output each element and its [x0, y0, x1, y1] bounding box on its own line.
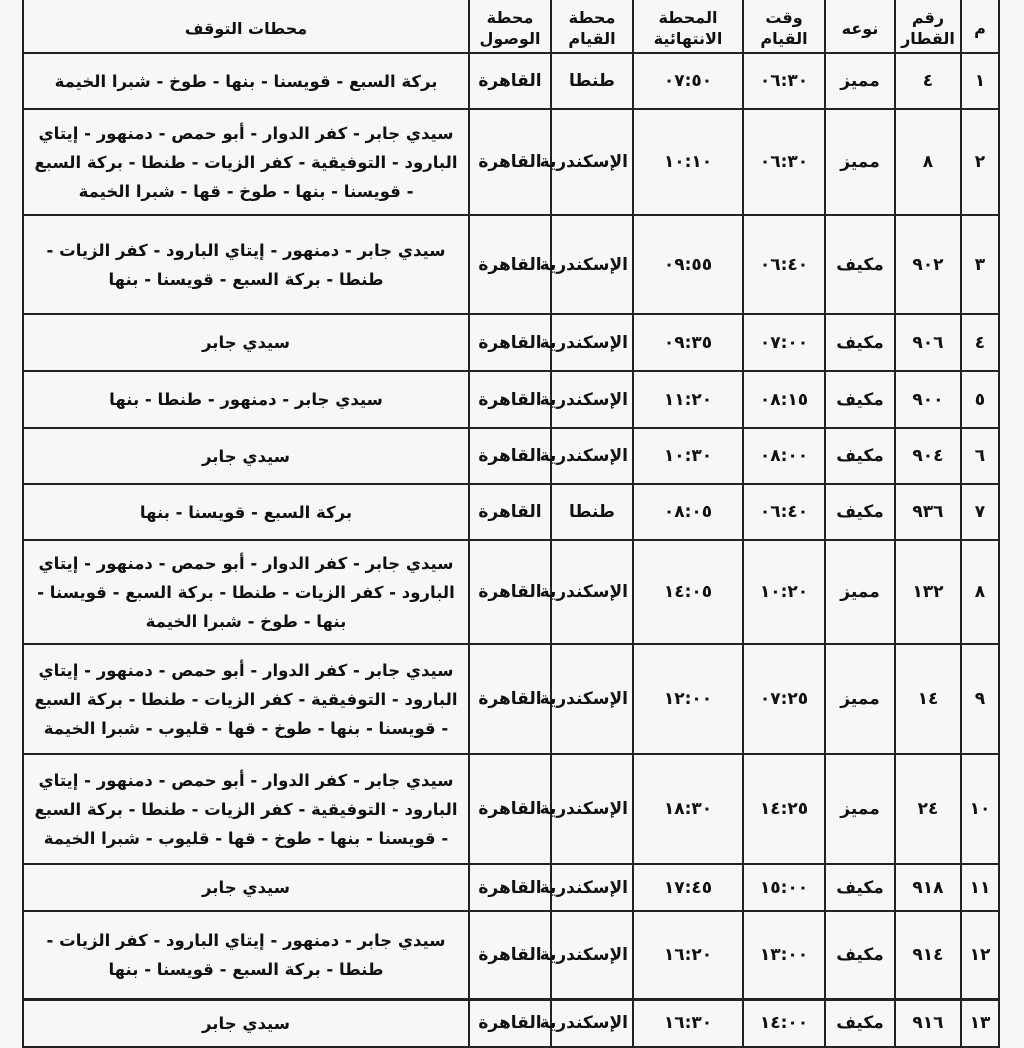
header-stops [23, 0, 469, 53]
header-terminal [633, 0, 743, 53]
departure-station: الإسكندرية [551, 864, 633, 911]
table-row [23, 484, 999, 540]
train-type: مميز [825, 644, 895, 754]
departure-station: الإسكندرية [551, 314, 633, 371]
header-departure-time-top: وقت [765, 8, 803, 27]
table-row [23, 215, 999, 314]
train-type: مكيف [825, 864, 895, 911]
header-row [23, 0, 999, 53]
stops-list: سيدي جابر [23, 314, 469, 371]
table-row [23, 540, 999, 644]
stops-list: سيدي جابر [23, 999, 469, 1047]
header-departure-time-bottom: القيام [760, 29, 808, 48]
departure-time: ١٠:٢٠ [743, 540, 825, 644]
table-row [23, 754, 999, 864]
arrival-station: القاهرة [469, 644, 551, 754]
train-type: مكيف [825, 428, 895, 484]
train-type: مكيف [825, 999, 895, 1047]
terminal-time: ١٨:٣٠ [633, 754, 743, 864]
header-type [825, 0, 895, 53]
arrival-station: القاهرة [469, 53, 551, 109]
train-schedule-table [22, 0, 1000, 1048]
header-train-number-bottom: القطار [901, 29, 955, 48]
header-num-top: م [974, 18, 986, 38]
table-row [23, 314, 999, 371]
departure-station: الإسكندرية [551, 109, 633, 215]
header-arrival-station-bottom: الوصول [479, 29, 541, 48]
terminal-time: ٠٩:٥٥ [633, 215, 743, 314]
header-num [961, 0, 999, 53]
train-number: ٩١٤ [895, 911, 961, 999]
terminal-time: ١٢:٠٠ [633, 644, 743, 754]
departure-station: طنطا [551, 484, 633, 540]
stops-list: سيدي جابر [23, 864, 469, 911]
header-departure-time [743, 0, 825, 53]
terminal-time: ١٤:٠٥ [633, 540, 743, 644]
arrival-station: القاهرة [469, 754, 551, 864]
train-type: مكيف [825, 215, 895, 314]
departure-time: ٠٧:٢٥ [743, 644, 825, 754]
row-num: ٣ [961, 215, 999, 314]
departure-time: ١٣:٠٠ [743, 911, 825, 999]
row-num: ١ [961, 53, 999, 109]
row-num: ٧ [961, 484, 999, 540]
stops-list: سيدي جابر [23, 428, 469, 484]
train-type: مكيف [825, 911, 895, 999]
terminal-time: ١٧:٤٥ [633, 864, 743, 911]
terminal-time: ١٦:٢٠ [633, 911, 743, 999]
train-number: ٩١٨ [895, 864, 961, 911]
stops-list: سيدي جابر - كفر الدوار - أبو حمص - دمنهور - إيتاي البارود - التوفيقية - كفر الزيات - طنطا - بركة السبع - قويسنا - بنها - طوخ - قها - قليوب - شبرا الخيمة [23, 754, 469, 864]
terminal-time: ١٦:٣٠ [633, 999, 743, 1047]
arrival-station: القاهرة [469, 540, 551, 644]
table-row [23, 864, 999, 911]
departure-time: ٠٦:٣٠ [743, 53, 825, 109]
departure-station: الإسكندرية [551, 911, 633, 999]
header-terminal-bottom: الانتهائية [653, 29, 723, 48]
header-terminal-top: المحطة [658, 8, 718, 27]
table-row [23, 109, 999, 215]
departure-station: طنطا [551, 53, 633, 109]
table-row [23, 371, 999, 428]
stops-list: سيدي جابر - كفر الدوار - أبو حمص - دمنهور - إيتاي البارود - التوفيقية - كفر الزيات - طنطا - بركة السبع - قويسنا - بنها - طوخ - قها - قليوب - شبرا الخيمة [23, 644, 469, 754]
departure-time: ٠٦:٣٠ [743, 109, 825, 215]
arrival-station: القاهرة [469, 428, 551, 484]
terminal-time: ١٠:١٠ [633, 109, 743, 215]
departure-station: الإسكندرية [551, 999, 633, 1047]
row-num: ١١ [961, 864, 999, 911]
train-number: ٩١٦ [895, 999, 961, 1047]
train-number: ٤ [895, 53, 961, 109]
arrival-station: القاهرة [469, 215, 551, 314]
row-num: ٤ [961, 314, 999, 371]
departure-station: الإسكندرية [551, 754, 633, 864]
row-num: ٩ [961, 644, 999, 754]
stops-list: سيدي جابر - كفر الدوار - أبو حمص - دمنهور - إيتاي البارود - التوفيقية - كفر الزيات - طنطا - بركة السبع - قويسنا - بنها - طوخ - قها - شبرا الخيمة [23, 109, 469, 215]
terminal-time: ٠٩:٣٥ [633, 314, 743, 371]
departure-station: الإسكندرية [551, 371, 633, 428]
header-arrival-station-top: محطة [486, 8, 534, 27]
table-row [23, 428, 999, 484]
header-departure-station [551, 0, 633, 53]
stops-list: سيدي جابر - دمنهور - طنطا - بنها [23, 371, 469, 428]
row-num: ٢ [961, 109, 999, 215]
departure-time: ٠٦:٤٠ [743, 215, 825, 314]
departure-station: الإسكندرية [551, 428, 633, 484]
header-type-top: نوعه [841, 18, 879, 38]
table-row [23, 53, 999, 109]
arrival-station: القاهرة [469, 109, 551, 215]
departure-station: الإسكندرية [551, 215, 633, 314]
departure-station: الإسكندرية [551, 540, 633, 644]
table-row [23, 911, 999, 999]
train-type: مميز [825, 540, 895, 644]
arrival-station: القاهرة [469, 314, 551, 371]
train-number: ١٤ [895, 644, 961, 754]
train-number: ١٣٢ [895, 540, 961, 644]
table-row [23, 644, 999, 754]
train-number: ٩٠٦ [895, 314, 961, 371]
header-arrival-station [469, 0, 551, 53]
arrival-station: القاهرة [469, 999, 551, 1047]
row-num: ٨ [961, 540, 999, 644]
train-number: ٩٣٦ [895, 484, 961, 540]
header-departure-station-top: محطة [568, 8, 616, 27]
train-type: مكيف [825, 371, 895, 428]
header-train-number-top: رقم [911, 8, 945, 27]
train-number: ٩٠٠ [895, 371, 961, 428]
row-num: ٦ [961, 428, 999, 484]
table-row [23, 999, 999, 1047]
terminal-time: ٠٨:٠٥ [633, 484, 743, 540]
departure-time: ٠٨:١٥ [743, 371, 825, 428]
departure-time: ٠٦:٤٠ [743, 484, 825, 540]
departure-time: ٠٨:٠٠ [743, 428, 825, 484]
train-type: مكيف [825, 484, 895, 540]
row-num: ١٢ [961, 911, 999, 999]
arrival-station: القاهرة [469, 371, 551, 428]
row-num: ١٠ [961, 754, 999, 864]
row-num: ١٣ [961, 999, 999, 1047]
terminal-time: ٠٧:٥٠ [633, 53, 743, 109]
arrival-station: القاهرة [469, 864, 551, 911]
train-type: مميز [825, 53, 895, 109]
header-train-number [895, 0, 961, 53]
arrival-station: القاهرة [469, 911, 551, 999]
train-type: مميز [825, 754, 895, 864]
header-departure-station-bottom: القيام [568, 29, 616, 48]
departure-time: ١٥:٠٠ [743, 864, 825, 911]
departure-time: ٠٧:٠٠ [743, 314, 825, 371]
departure-station: الإسكندرية [551, 644, 633, 754]
train-number: ٢٤ [895, 754, 961, 864]
header-stops-top: محطات التوقف [184, 18, 308, 38]
train-number: ٩٠٢ [895, 215, 961, 314]
train-number: ٨ [895, 109, 961, 215]
train-number: ٩٠٤ [895, 428, 961, 484]
stops-list: سيدي جابر - دمنهور - إيتاي البارود - كفر الزيات - طنطا - بركة السبع - قويسنا - بنها [23, 911, 469, 999]
train-type: مميز [825, 109, 895, 215]
train-type: مكيف [825, 314, 895, 371]
stops-list: سيدي جابر - كفر الدوار - أبو حمص - دمنهور - إيتاي البارود - كفر الزيات - طنطا - بركة السبع - قويسنا - بنها - طوخ - شبرا الخيمة [23, 540, 469, 644]
arrival-station: القاهرة [469, 484, 551, 540]
departure-time: ١٤:٠٠ [743, 999, 825, 1047]
terminal-time: ١١:٢٠ [633, 371, 743, 428]
stops-list: بركة السبع - قويسنا - بنها [23, 484, 469, 540]
stops-list: بركة السبع - قويسنا - بنها - طوخ - شبرا الخيمة [23, 53, 469, 109]
row-num: ٥ [961, 371, 999, 428]
terminal-time: ١٠:٣٠ [633, 428, 743, 484]
departure-time: ١٤:٢٥ [743, 754, 825, 864]
stops-list: سيدي جابر - دمنهور - إيتاي البارود - كفر الزيات - طنطا - بركة السبع - قويسنا - بنها [23, 215, 469, 314]
